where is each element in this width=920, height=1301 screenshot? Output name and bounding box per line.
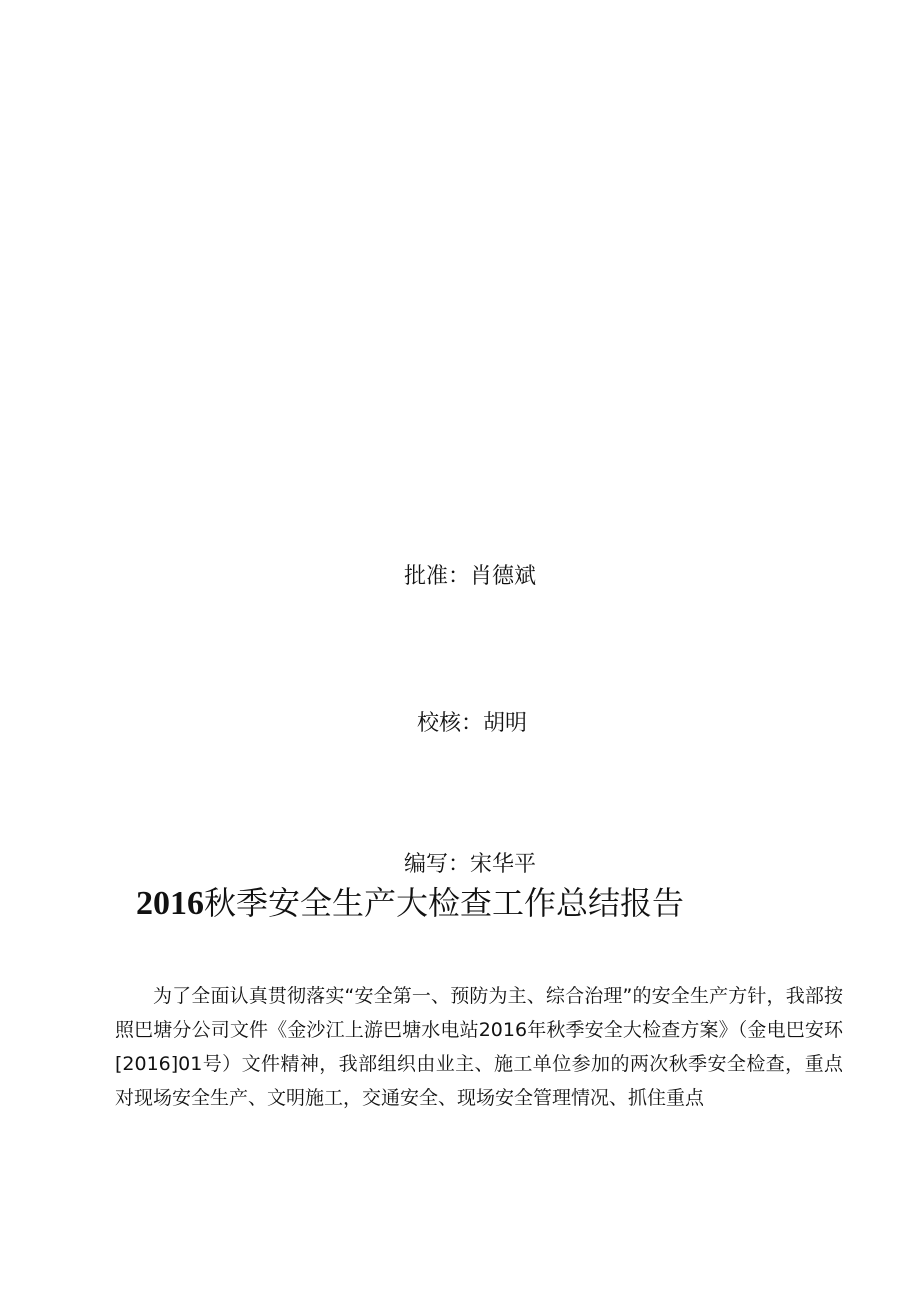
title-text: 秋季安全生产大检查工作总结报告 bbox=[204, 884, 685, 922]
reviewer-line: 校核：胡明 bbox=[417, 711, 528, 736]
title-year: 2016 bbox=[136, 885, 204, 922]
document-title bbox=[136, 884, 685, 922]
approver-line: 批准：肖德斌 bbox=[404, 564, 537, 589]
author-line: 编写：宋华平 bbox=[404, 852, 537, 877]
body-paragraph: 为了全面认真贯彻落实“安全第一、预防为主、综合治理”的安全生产方针，我部按照巴塘分公司文件《金沙江上游巴塘水电站2016年秋季安全大检查方案》（金电巴安环[2016]01号）文件精神，我部组织由业主、施工单位参加的两次秋季安全检查，重点对现场安全生产、文明施工，交通安全、现场安全管理情况、抓住重点 bbox=[115, 985, 843, 1109]
